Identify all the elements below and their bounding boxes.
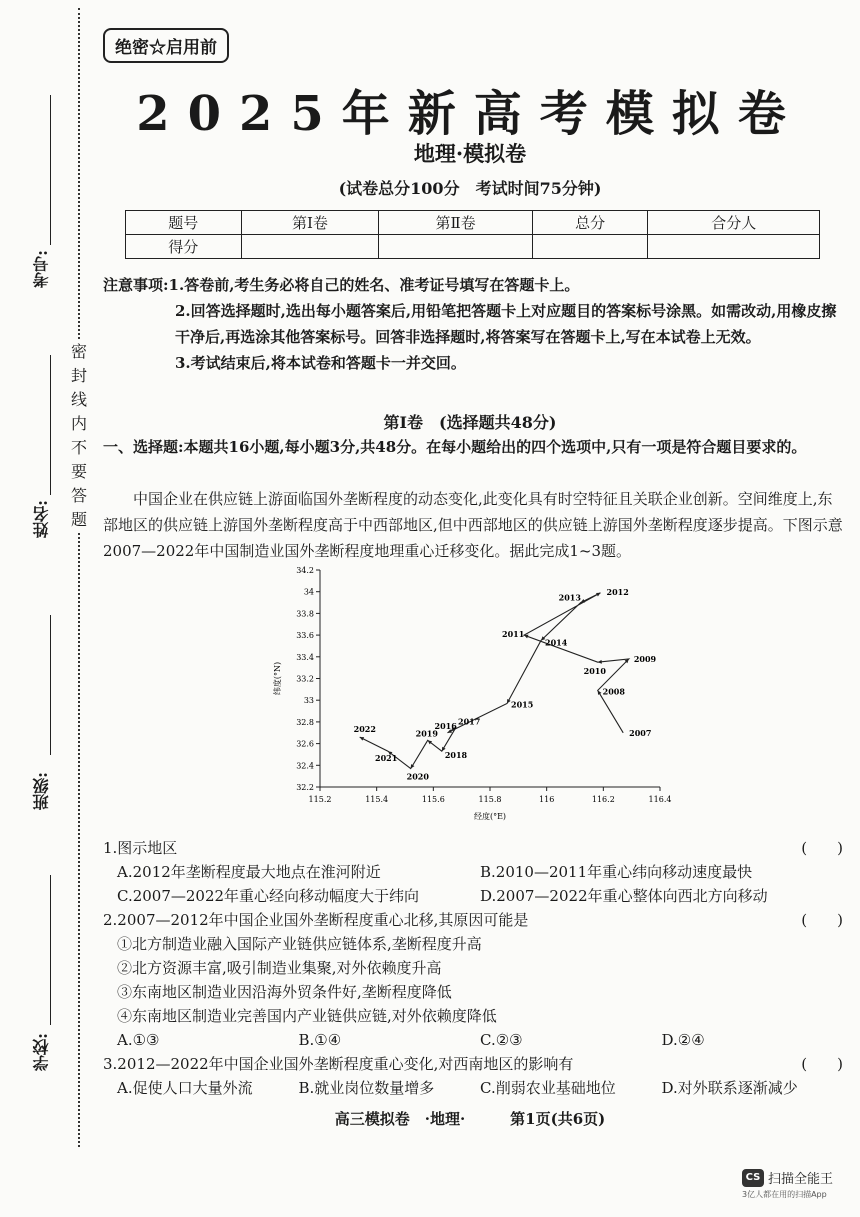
seal-notice <box>69 340 89 532</box>
statement-2: ②北方资源丰富,吸引制造业集聚,对外依赖度升高 <box>117 959 442 977</box>
section-instruction: 一、选择题:本题共16小题,每小题3分,共48分。在每小题给出的四个选项中,只有一项是符合题目要求的。 <box>103 438 807 456</box>
seal-char: 题 <box>70 510 87 529</box>
point-label: 2022 <box>353 724 376 735</box>
question-stem: 1.图示地区 <box>103 839 178 857</box>
chart-series <box>360 593 629 769</box>
note-item: 2.回答选择题时,选出每小题答案后,用铅笔把答题卡上对应题目的答案标号涂黑。如需改动,用橡皮擦干净后,再选涂其他答案标号。回答非选择题时,将答案写在答题卡上,写在本试卷上无效。 <box>175 302 837 346</box>
point-label: 2011 <box>502 629 525 640</box>
scanner-tagline: 3亿人都在用的扫描App <box>742 1190 827 1199</box>
scanner-watermark <box>742 1167 833 1200</box>
option-b[interactable]: B.①④ <box>298 1031 342 1049</box>
point-label: 2010 <box>583 666 606 677</box>
school-line <box>50 875 51 1025</box>
point-label: 2014 <box>545 637 568 648</box>
x-axis-label: 经度(°E) <box>473 812 507 821</box>
option-d[interactable]: D.2007—2022年重心整体向西北方向移动 <box>480 887 768 905</box>
seal-char: 密 <box>70 342 87 361</box>
point-label: 2021 <box>375 753 398 764</box>
exam-title: 2025年新高考模拟卷 <box>136 86 804 142</box>
x-tick-label: 115.4 <box>365 795 389 804</box>
question-3 <box>103 1052 843 1100</box>
score-table-header <box>126 211 820 235</box>
y-tick-label: 32.8 <box>296 717 314 727</box>
scanner-name: 扫描全能王 <box>768 1172 834 1187</box>
y-tick-label: 32.2 <box>296 783 314 792</box>
section-title: 第Ⅰ卷 (选择题共48分) <box>383 413 557 432</box>
seal-char: 线 <box>70 390 87 409</box>
option-c[interactable]: C.2007—2022年重心经向移动幅度大于纬向 <box>117 887 420 905</box>
exam-number-label: 考号: <box>32 250 51 288</box>
option-a[interactable]: A.①③ <box>117 1031 160 1049</box>
seal-char: 答 <box>70 486 87 505</box>
option-d[interactable]: D.对外联系逐渐减少 <box>661 1079 798 1097</box>
point-label: 2015 <box>511 699 534 710</box>
statement-4: ④东南地区制造业完善国内产业链供应链,对外依赖度降低 <box>117 1007 497 1025</box>
centroid-chart <box>265 562 685 822</box>
point-label: 2020 <box>406 771 429 782</box>
score-table-row <box>126 235 820 259</box>
x-tick-label: 116 <box>539 795 555 804</box>
notes-block <box>103 272 843 376</box>
score-table <box>125 210 820 259</box>
point-label: 2018 <box>444 750 468 761</box>
note-item: 3.考试结束后,将本试卷和答题卡一并交回。 <box>175 354 466 372</box>
x-tick-label: 115.8 <box>478 795 502 804</box>
x-tick-label: 115.6 <box>421 795 445 804</box>
point-label: 2013 <box>558 592 581 603</box>
score-header-cell: 合分人 <box>648 211 820 235</box>
class-label: 班级: <box>32 772 51 810</box>
score-row-label: 得分 <box>126 235 242 259</box>
y-tick-label: 33 <box>303 696 314 706</box>
question-stem: 3.2012—2022年中国企业国外垄断程度重心变化,对西南地区的影响有 <box>103 1055 574 1073</box>
question-2 <box>103 908 843 1052</box>
y-axis-label: 纬度(°N) <box>273 661 282 696</box>
option-c[interactable]: C.削弱农业基础地位 <box>480 1079 616 1097</box>
score-header-cell: 第Ⅱ卷 <box>379 211 533 235</box>
option-a[interactable]: A.2012年垄断程度最大地点在淮河附近 <box>117 863 381 881</box>
point-label: 2017 <box>458 716 481 727</box>
exam-subtitle: 地理·模拟卷 <box>413 141 527 166</box>
y-tick-label: 33.2 <box>296 674 314 684</box>
answer-paren[interactable]: ( ) <box>801 839 843 857</box>
y-tick-label: 34.2 <box>296 566 314 575</box>
y-tick-label: 34 <box>303 587 314 597</box>
seal-char: 不 <box>70 438 87 457</box>
page-footer: 高三模拟卷 ·地理· 第1页(共6页) <box>334 1110 606 1128</box>
option-b[interactable]: B.2010—2011年重心纬向移动速度最快 <box>480 863 753 881</box>
score-header-cell: 第Ⅰ卷 <box>241 211 379 235</box>
passage: 中国企业在供应链上游面临国外垄断程度的动态变化,此变化具有时空特征且关联企业创新。空间维度上,东部地区的供应链上游国外垄断程度高于中西部地区,但中西部地区的供应链上游国外垄断程度逐步提高。下图示意2007—2022年中国制造业国外垄断程度地理重心迁移变化。据此完成1~3题。 <box>103 490 843 560</box>
chart-point-labels <box>354 587 657 782</box>
school-label: 学校: <box>32 1033 51 1071</box>
score-cell[interactable] <box>648 235 820 259</box>
y-tick-label: 32.6 <box>296 739 314 749</box>
point-label: 2008 <box>602 686 625 697</box>
name-label: 姓名: <box>32 500 51 538</box>
confidential-badge: 绝密☆启用前 <box>103 28 229 63</box>
option-a[interactable]: A.促使人口大量外流 <box>117 1079 253 1097</box>
score-cell[interactable] <box>532 235 648 259</box>
option-b[interactable]: B.就业岗位数量增多 <box>298 1079 435 1097</box>
seal-char: 封 <box>70 366 87 385</box>
x-tick-label: 116.4 <box>648 795 672 804</box>
notes-lead: 注意事项: <box>103 276 169 294</box>
seal-char: 要 <box>70 462 87 481</box>
centroid-path <box>360 593 629 769</box>
y-tick-label: 33.4 <box>296 652 314 662</box>
statement-3: ③东南地区制造业因沿海外贸条件好,垄断程度降低 <box>117 983 452 1001</box>
y-tick-label: 32.4 <box>296 761 314 771</box>
option-d[interactable]: D.②④ <box>661 1031 705 1049</box>
note-item: 1.答卷前,考生务必将自己的姓名、准考证号填写在答题卡上。 <box>168 276 580 294</box>
point-label: 2016 <box>434 720 457 731</box>
cs-logo-icon: CS <box>742 1169 764 1187</box>
score-cell[interactable] <box>379 235 533 259</box>
x-tick-label: 116.2 <box>591 795 615 804</box>
question-stem: 2.2007—2012年中国企业国外垄断程度重心北移,其原因可能是 <box>103 911 529 929</box>
question-1 <box>103 836 843 908</box>
point-label: 2009 <box>633 653 657 664</box>
point-label: 2007 <box>629 727 652 738</box>
y-tick-label: 33.6 <box>296 631 314 641</box>
score-header-cell: 题号 <box>126 211 242 235</box>
x-tick-label: 115.2 <box>308 795 332 804</box>
exam-info: (试卷总分100分 考试时间75分钟) <box>338 179 602 198</box>
statement-1: ①北方制造业融入国际产业链供应链体系,垄断程度升高 <box>117 935 482 953</box>
seal-char: 内 <box>70 414 87 433</box>
score-header-cell: 总分 <box>532 211 648 235</box>
score-cell[interactable] <box>241 235 379 259</box>
class-line <box>50 615 51 755</box>
point-label: 2012 <box>606 586 629 597</box>
point-label: 2019 <box>415 728 438 739</box>
answer-paren[interactable]: ( ) <box>801 911 843 929</box>
answer-paren[interactable]: ( ) <box>801 1055 843 1073</box>
y-tick-label: 33.8 <box>296 609 314 619</box>
option-c[interactable]: C.②③ <box>480 1031 523 1049</box>
